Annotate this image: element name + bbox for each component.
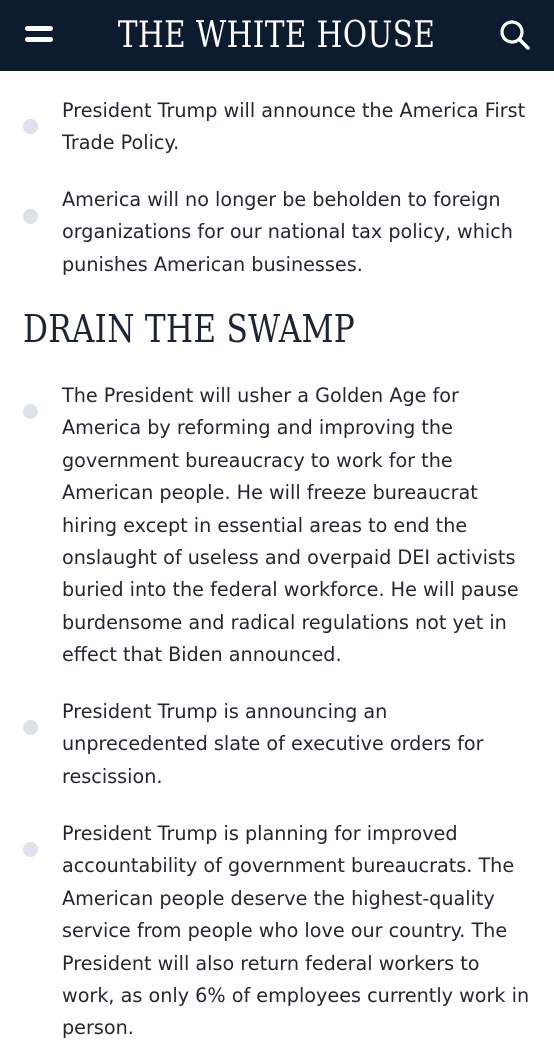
site-header [0,0,554,71]
hamburger-menu-icon[interactable] [25,26,53,44]
search-icon[interactable] [498,18,532,52]
menu-line-bottom [25,37,53,42]
list-item-text: America will no longer be beholden to foreign organizations for our national tax policy, which punishes American businesses. [62,188,513,276]
list-item [0,696,554,793]
bullet-dot-icon [23,720,38,735]
bullet-dot-icon [23,842,38,857]
list-item [0,184,554,281]
list-item [0,818,554,1045]
site-title[interactable]: THE WHITE HOUSE [118,15,436,56]
list-item-text: President Trump is announcing an unprecedented slate of executive orders for rescission. [62,700,484,788]
bullet-dot-icon [23,119,38,134]
search-icon-glyph [498,18,532,52]
list-item-text: President Trump is planning for improved accountability of government bureaucrats. The American people deserve the highest-quality service from people who love our country. The President will also return federal workers to work, as only 6% of employees currently work in person. [62,822,530,1040]
list-item [0,95,554,160]
list-item [0,380,554,672]
bullet-dot-icon [23,404,38,419]
section-heading: DRAIN THE SWAMP [23,307,355,351]
bullet-dot-icon [23,209,38,224]
menu-line-top [25,26,53,31]
list-item-text: The President will usher a Golden Age for America by reforming and improving the government bureaucracy to work for the American people. He will freeze bureaucrat hiring except in essential areas to end the onslaught of useless and overpaid DEI activists buried into the federal workforce. He will pause burdensome and radical regulations not yet in effect that Biden announced. [62,384,519,667]
list-item-text: President Trump will announce the America First Trade Policy. [62,99,526,155]
